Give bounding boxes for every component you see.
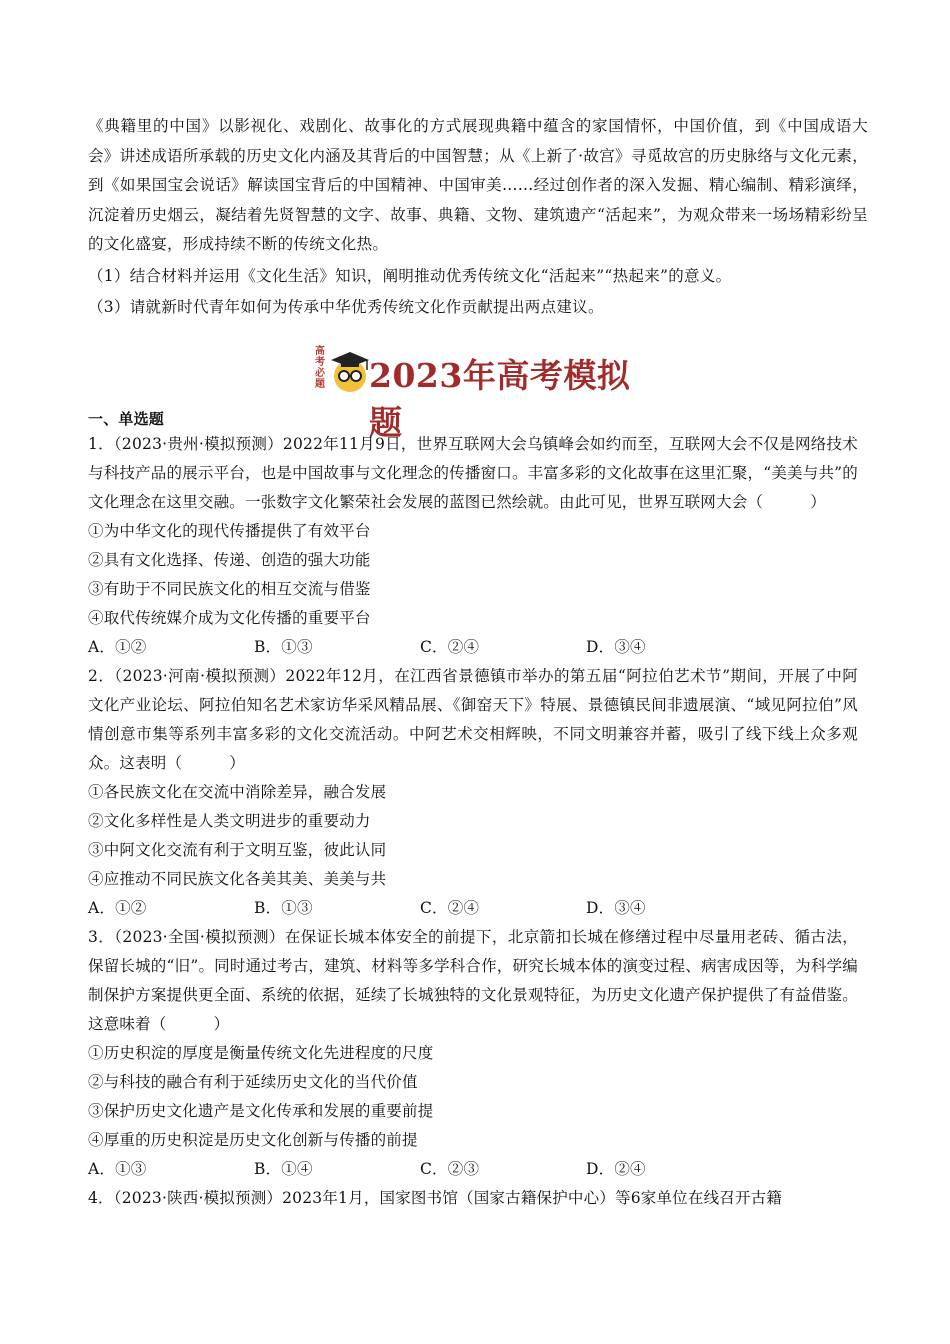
material-block [88, 112, 868, 323]
question-option: ④厚重的历史积淀是历史文化创新与传播的前提 [88, 1131, 418, 1149]
question-stem: 1．（2023·贵州·模拟预测）2022年11月9日，世界互联网大会乌镇峰会如约而至，互联网大会不仅是网络技术与科技产品的展示平台，也是中国故事与文化理念的传播窗口。丰富多彩的文化故事在这里汇聚，“美美与共”的文化理念在这里交融。一张数字文化繁荣社会发展的蓝图已然绘就。由此可见，世界互联网大会（ ） [88, 435, 858, 511]
question-3-prompt: （3）请就新时代青年如何为传承中华优秀传统文化作贡献提出两点建议。 [88, 298, 604, 316]
question-option: ③有助于不同民族文化的相互交流与借鉴 [88, 580, 371, 598]
question-item [88, 662, 858, 923]
banner-vertical-label: 高 考 必 题 [315, 346, 325, 390]
choice-d[interactable]: D．③④ [586, 638, 646, 656]
logo-lens-left [339, 371, 349, 381]
question-list [88, 408, 858, 1213]
question-option: ③保护历史文化遗产是文化传承和发展的重要前提 [88, 1102, 434, 1120]
choice-d[interactable]: D．③④ [586, 899, 646, 917]
question-item [88, 1184, 858, 1213]
question-1-prompt: （1）结合材料并运用《文化生活》知识，阐明推动优秀传统文化“活起来”“热起来”的意义。 [88, 266, 732, 285]
question-stem: 2．（2023·河南·模拟预测）2022年12月，在江西省景德镇市举办的第五届“阿拉伯艺术节”期间，开展了中阿文化产业论坛、阿拉伯知名艺术家访华采风精品展、《御窑天下》特展、景德镇民间非遗展演、“域见阿拉伯”风情创意市集等系列丰富多彩的文化交流活动。中阿艺术交相辉映，不同文明兼容并蓄，吸引了线下线上众多观众。这表明（ ） [88, 667, 858, 772]
question-option: ④取代传统媒介成为文化传播的重要平台 [88, 609, 371, 627]
answer-choices [88, 633, 858, 662]
choice-b[interactable]: B．①③ [254, 638, 313, 656]
answer-choices [88, 1155, 858, 1184]
choice-a[interactable]: A．①② [88, 899, 147, 917]
question-option: ④应推动不同民族文化各美其美、美美与共 [88, 870, 387, 888]
banner-title: 2023年高考模拟题 [369, 356, 631, 442]
choice-b[interactable]: B．①③ [254, 899, 313, 917]
section-banner [305, 340, 645, 442]
choice-a[interactable]: A．①② [88, 638, 147, 656]
choice-c[interactable]: C．②④ [420, 899, 480, 917]
choice-c[interactable]: C．②③ [420, 1160, 480, 1178]
question-option: ②文化多样性是人类文明进步的重要动力 [88, 812, 371, 830]
logo-lens-right [351, 371, 361, 381]
choice-c[interactable]: C．②④ [420, 638, 480, 656]
question-stem: 4．（2023·陕西·模拟预测）2023年1月，国家图书馆（国家古籍保护中心）等6家单位在线召开古籍 [88, 1189, 783, 1207]
material-paragraph: 《典籍里的中国》以影视化、戏剧化、故事化的方式展现典籍中蕴含的家国情怀，中国价值，到《中国成语大会》讲述成语所承载的历史文化内涵及其背后的中国智慧；从《上新了·故宫》寻觅故宫的历史脉络与文化元素，到《如果国宝会说话》解读国宝背后的中国精神、中国审美……经过创作者的深入发掘、精心编制、精彩演绎，沉淀着历史烟云，凝结着先贤智慧的文字、故事、典籍、文物、建筑遗产“活起来”，为观众带来一场场精彩纷呈的文化盛宴，形成持续不断的传统文化热。 [88, 117, 868, 253]
question-option: ①各民族文化在交流中消除差异，融合发展 [88, 783, 387, 801]
question-option: ②具有文化选择、传递、创造的强大功能 [88, 551, 371, 569]
question-stem: 3．（2023·全国·模拟预测）在保证长城本体安全的前提下，北京箭扣长城在修缮过程中尽量用老砖、循古法，保留长城的“旧”。同时通过考古，建筑、材料等多学科合作，研究长城本体的演变过程、病害成因等，为科学编制保护方案提供更全面、系统的依据，延续了长城独特的文化景观特征，为历史文化遗产保护提供了有益借鉴。这意味着（ ） [88, 928, 858, 1033]
answer-choices [88, 894, 858, 923]
question-option: ①为中华文化的现代传播提供了有效平台 [88, 522, 371, 540]
choice-b[interactable]: B．①④ [254, 1160, 313, 1178]
choice-a[interactable]: A．①③ [88, 1160, 147, 1178]
choice-d[interactable]: D．②④ [586, 1160, 646, 1178]
question-item [88, 430, 858, 662]
question-option: ②与科技的融合有利于延续历史文化的当代价值 [88, 1073, 418, 1091]
question-option: ①历史积淀的厚度是衡量传统文化先进程度的尺度 [88, 1044, 434, 1062]
graduate-logo-icon [327, 344, 373, 396]
question-item [88, 923, 858, 1184]
question-option: ③中阿文化交流有利于文明互鉴，彼此认同 [88, 841, 387, 859]
logo-cap-base [341, 361, 359, 367]
section-title: 一、单选题 [88, 410, 165, 428]
